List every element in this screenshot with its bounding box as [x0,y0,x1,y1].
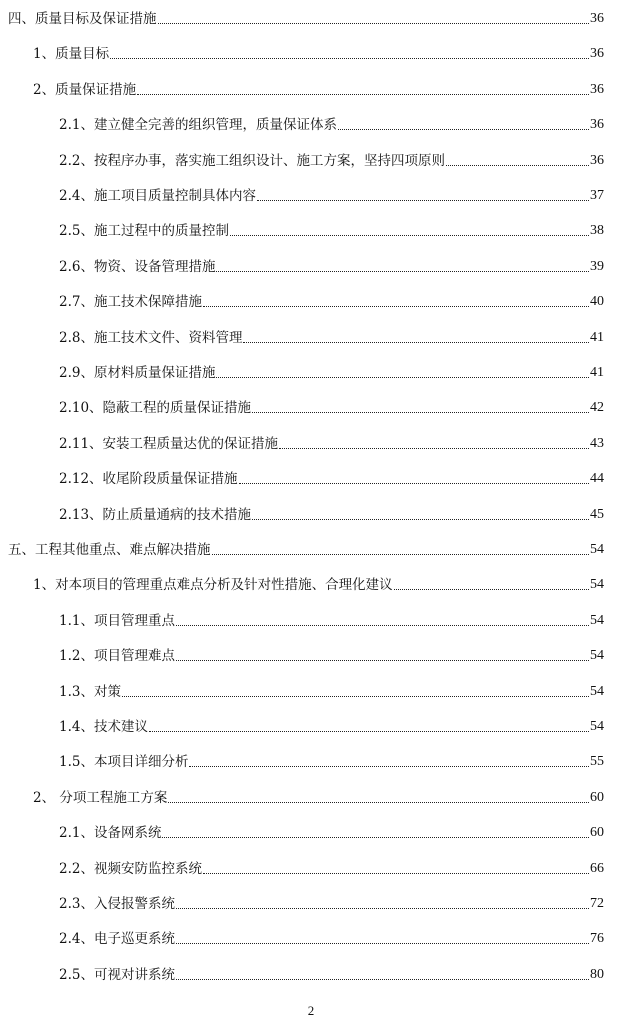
toc-dot-leader [394,589,589,590]
toc-entry-page: 37 [590,188,604,203]
toc-dot-leader [168,802,589,803]
toc-entry-page: 41 [590,365,604,380]
toc-entry-title: 2.4、电子巡更系统 [59,931,175,948]
toc-entry[interactable] [8,537,604,559]
toc-entry-title: 2.4、施工项目质量控制具体内容 [59,188,256,204]
toc-entry-page: 66 [590,860,604,876]
toc-dot-leader [446,165,589,166]
toc-entry[interactable] [59,856,604,878]
toc-entry-page: 76 [590,931,604,947]
toc-entry-page: 60 [590,789,604,805]
toc-entry[interactable] [59,431,604,453]
toc-entry[interactable] [59,714,604,736]
toc-dot-leader [212,554,590,555]
toc-entry-title: 2.1、建立健全完善的组织管理，质量保证体系 [59,117,337,134]
toc-entry-page: 54 [590,542,604,557]
toc-dot-leader [158,23,590,24]
toc-entry[interactable] [59,679,604,701]
toc-dot-leader [176,625,589,626]
toc-entry-page: 36 [590,11,604,26]
toc-dot-leader [203,873,589,874]
toc-entry-page: 36 [590,152,604,168]
toc-entry-page: 54 [590,683,604,699]
toc-entry-title: 2.5、可视对讲系统 [59,966,175,983]
toc-entry-page: 41 [590,329,604,345]
toc-entry-title: 2、质量保证措施 [33,81,137,98]
toc-dot-leader [216,377,589,378]
toc-dot-leader [230,235,589,236]
toc-entry-page: 54 [590,719,604,734]
toc-entry[interactable] [59,749,604,771]
toc-entry[interactable] [59,325,604,347]
toc-entry-page: 36 [590,46,604,62]
toc-dot-leader [203,306,589,307]
toc-entry-title: 四、质量目标及保证措施 [8,11,157,27]
toc-entry-title: 1.5、本项目详细分析 [59,754,189,771]
toc-entry-title: 2.12、收尾阶段质量保证措施 [59,471,238,488]
toc-entry-title: 2.6、物资、设备管理措施 [59,258,216,275]
toc-entry-title: 1.3、对策 [59,683,121,700]
toc-dot-leader [149,731,589,732]
toc-dot-leader [110,58,589,59]
toc-entry[interactable] [59,112,604,134]
toc-entry[interactable] [59,891,604,913]
toc-entry-title: 2、 分项工程施工方案 [33,789,168,806]
toc-entry-page: 54 [590,577,604,593]
toc-entry-page: 60 [590,825,604,841]
toc-entry[interactable] [59,289,604,311]
toc-entry-page: 36 [590,81,604,97]
toc-entry[interactable] [59,360,604,382]
toc-entry-page: 55 [590,754,604,770]
toc-entry[interactable] [33,785,604,807]
toc-entry-title: 2.9、原材料质量保证措施 [59,365,216,381]
toc-entry[interactable] [59,183,604,205]
toc-dot-leader [162,837,589,838]
toc-entry[interactable] [33,77,604,99]
toc-entry[interactable] [59,254,604,276]
toc-entry-page: 54 [590,612,604,628]
toc-dot-leader [176,660,589,661]
toc-entry-title: 2.13、防止质量通病的技术措施 [59,506,252,523]
toc-entry-title: 1、质量目标 [33,46,110,63]
toc-entry-title: 2.10、隐蔽工程的质量保证措施 [59,400,252,417]
toc-entry-title: 五、工程其他重点、难点解决措施 [8,542,211,558]
toc-entry-title: 2.5、施工过程中的质量控制 [59,223,229,240]
toc-entry-page: 72 [590,896,604,911]
toc-entry[interactable] [33,41,604,63]
toc-entry[interactable] [59,643,604,665]
toc-entry[interactable] [59,218,604,240]
toc-entry-title: 2.3、入侵报警系统 [59,896,175,912]
toc-entry-page: 44 [590,471,604,487]
toc-entry-title: 2.2、视频安防监控系统 [59,860,202,877]
toc-entry-title: 2.8、施工技术文件、资料管理 [59,329,243,346]
toc-entry-title: 2.1、设备网系统 [59,825,162,842]
toc-dot-leader [257,200,589,201]
toc-dot-leader [243,342,589,343]
toc-entry-page: 38 [590,223,604,239]
toc-dot-leader [216,271,589,272]
toc-entry-page: 45 [590,506,604,522]
toc-dot-leader [137,94,589,95]
toc-entry-page: 43 [590,435,604,451]
toc-dot-leader [252,519,589,520]
toc-entry-title: 1、对本项目的管理重点难点分析及针对性措施、合理化建议 [33,577,393,594]
toc-entry-page: 80 [590,966,604,982]
toc-entry-title: 2.7、施工技术保障措施 [59,294,202,311]
toc-dot-leader [189,766,589,767]
toc-dot-leader [279,448,589,449]
toc-dot-leader [252,412,589,413]
toc-entry[interactable] [59,148,604,170]
toc-entry-page: 42 [590,400,604,416]
toc-entry[interactable] [59,395,604,417]
toc-entry-title: 2.11、安装工程质量达优的保证措施 [59,435,279,452]
toc-dot-leader [239,483,589,484]
page-number: 2 [307,1003,315,1018]
toc-entry-page: 39 [590,258,604,274]
toc-entry[interactable] [59,926,604,948]
toc-dot-leader [122,696,589,697]
toc-entry[interactable] [33,572,604,594]
toc-dot-leader [176,908,589,909]
toc-entry[interactable] [59,962,604,984]
toc-entry[interactable] [59,820,604,842]
toc-dot-leader [338,129,589,130]
toc-dot-leader [176,943,589,944]
toc-entry-page: 36 [590,117,604,133]
toc-entry[interactable] [59,608,604,630]
toc-entry[interactable] [59,502,604,524]
toc-entry-title: 2.2、按程序办事，落实施工组织设计、施工方案，坚持四项原则 [59,152,445,169]
toc-entry-page: 54 [590,648,604,664]
toc-dot-leader [176,979,589,980]
toc-entry[interactable] [8,6,604,28]
toc-entry-title: 1.4、技术建议 [59,719,148,735]
toc-entry-page: 40 [590,294,604,310]
toc-entry-title: 1.1、项目管理重点 [59,612,175,629]
toc-entry-title: 1.2、项目管理难点 [59,648,175,665]
toc-entry[interactable] [59,466,604,488]
